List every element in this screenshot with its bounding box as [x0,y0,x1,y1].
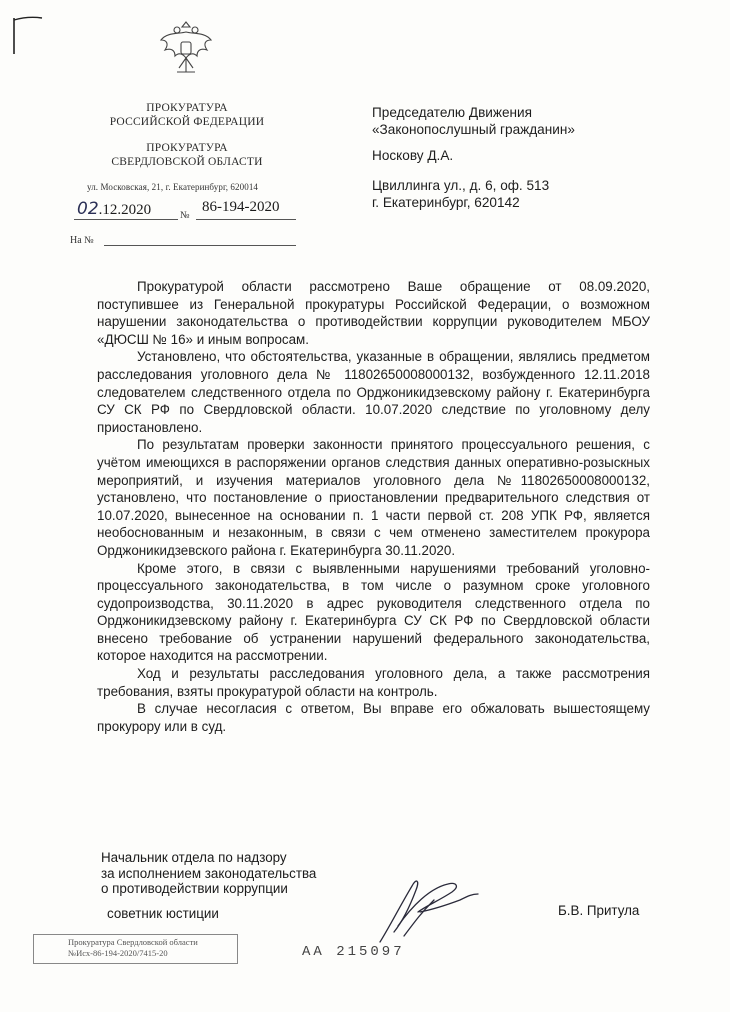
body-paragraph: Кроме этого, в связи с выявленными нарушениями требований уголовно-процессуального законодательства, в том числе о разумном сроке уголовного судопроизводства, 30.11.2020 в адрес руководителя следственного отдела по Орджоникидзевскому району г. Екатеринбурга СУ СК РФ по Свердловской области внесено требование об устранении нарушений федерального законодательства, которое находится на рассмотрении. [97,560,650,664]
signatory-rank: советник юстиции [107,906,219,921]
document-number: 86-194-2020 [202,199,280,215]
recipient-title [372,104,575,138]
recipient-address-line: Цвиллинга ул., д. 6, оф. 513 [372,178,550,193]
in-reply-underline [104,245,296,246]
recipient-name: Носкову Д.А. [372,148,454,163]
handwritten-signature [360,866,490,946]
body-paragraph: Ход и результаты расследования уголовного дела, а также рассмотрения требования, взяты прокуратурой области на контроль. [97,666,650,699]
position-line: о противодействии коррупции [101,881,288,896]
date-printed: .12.2020 [98,202,152,218]
registration-stamp [33,934,238,964]
body-paragraph: Прокуратурой области рассмотрено Ваше обращение от 08.09.2020, поступившее из Генеральной прокуратуры Российской Федерации, о возможном нарушении законодательства о противодействии коррупции руководителем МБОУ «ДЮСШ № 16» и иным вопросам. [97,279,650,347]
body-paragraph: Установлено, что обстоятельства, указанные в обращении, являлись предметом расследования уголовного дела № 11802650008000132, возбужденного 12.11.2018 следователем следственного отдела по Орджоникидзевскому району г. Екатеринбурга СУ СК РФ по Свердловской области. 10.07.2020 следствие по уголовному делу приостановлено. [97,349,650,435]
signatory-name: Б.В. Притула [558,903,640,918]
org-line: СВЕРДЛОВСКОЙ ОБЛАСТИ [111,156,263,168]
recipient-address-line: г. Екатеринбург, 620142 [372,195,520,210]
date-handwritten: 02 [77,199,99,219]
recipient-address [372,177,549,211]
stamp-line: Прокуратура Свердловской области [68,937,198,947]
org-line: РОССИЙСКОЙ ФЕДЕРАЦИИ [109,116,265,128]
org-line: ПРОКУРАТУРА [146,142,228,154]
signatory-position [101,850,316,897]
position-line: за исполнением законодательства [101,865,317,881]
document-date [77,199,151,219]
number-sign: № [180,210,190,221]
form-serial-number: АА 215097 [302,944,405,960]
recipient-line: «Законопослушный гражданин» [372,122,575,137]
letter-body [97,278,650,735]
body-paragraph: По результатам проверки законности принятого процессуального решения, с учётом имеющихся в распоряжении органов следствия данных оперативно-розыскных мероприятий, и изучения материалов уголовного дела №11802650008000132, установлено, что постановление о приостановлении предварительного следствия от 10.07.2020, вынесенное на основании п. 1 части первой ст. 208 УПК РФ, является необоснованным и незаконным, в связи с чем отменено заместителем прокурора Орджоникидзевского района г. Екатеринбурга 30.11.2020. [97,437,650,558]
body-paragraph: В случае несогласия с ответом, Вы вправе его обжаловать вышестоящему прокурору или в суд. [97,701,650,734]
number-underline [196,219,296,220]
issuer-suborganization [72,141,302,169]
issuer-organization [72,101,302,129]
date-underline [74,219,178,220]
recipient-line: Председателю Движения [372,105,532,120]
org-line: ПРОКУРАТУРА [146,102,228,114]
stamp-line: №Исх-86-194-2020/7415-20 [68,948,168,958]
issuer-address: ул. Московская, 21, г. Екатеринбург, 620014 [87,182,259,192]
coat-of-arms-emblem [157,18,215,80]
in-reply-label: На № [70,235,94,246]
position-line: Начальник отдела по надзору [101,850,287,865]
handwritten-corner-mark [8,14,48,58]
